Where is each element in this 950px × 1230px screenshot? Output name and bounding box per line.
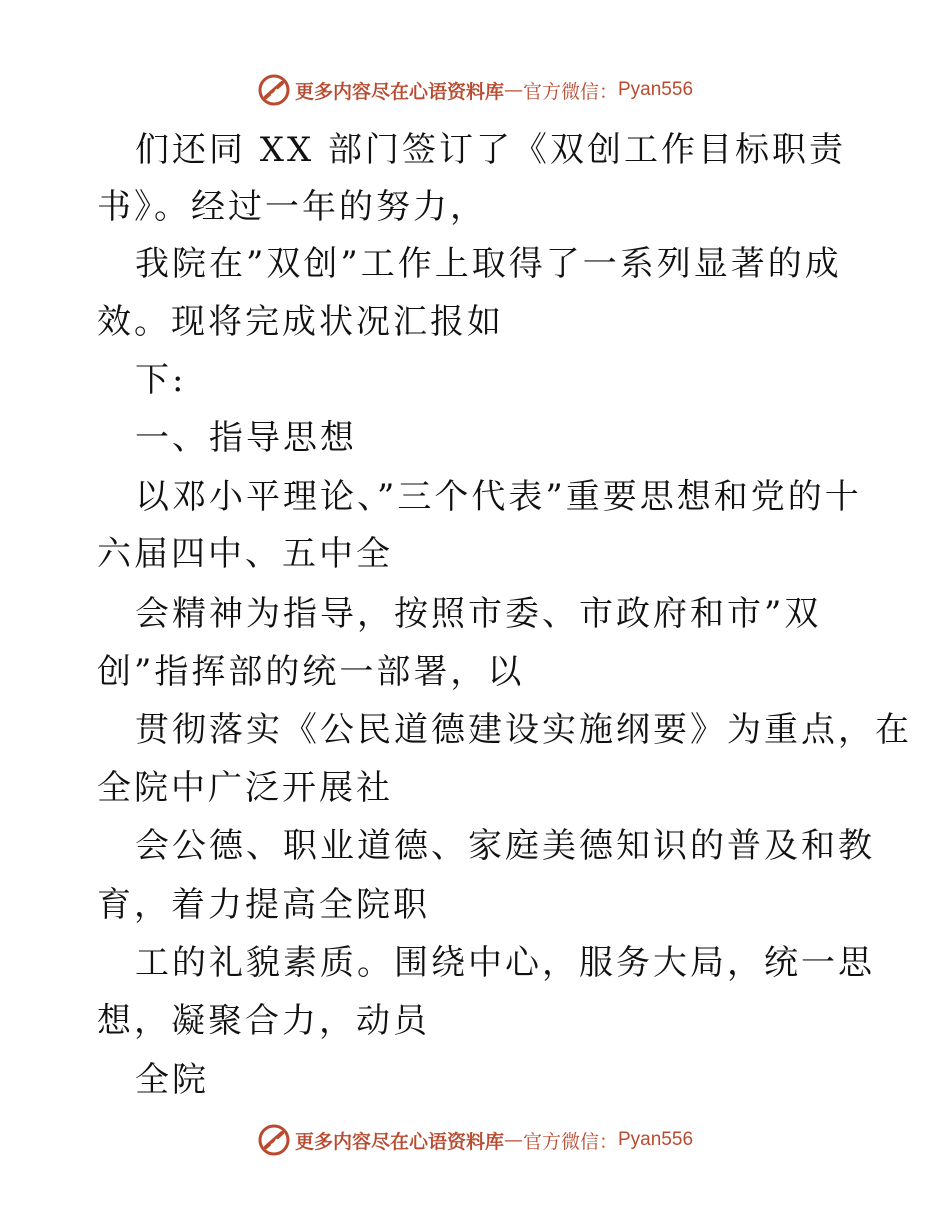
text-line: 们还同 XX 部门签订了《双创工作目标职责 [135,130,847,170]
watermark-dash: — [503,1129,523,1151]
watermark-dash: — [503,79,523,101]
watermark-title: 更多内容尽在心语资料库 [294,80,504,103]
watermark-wechat-label: 官方微信： [522,80,618,103]
brand-logo-icon [257,1123,291,1157]
text-line: 会精神为指导，按照市委、市政府和市”双 [135,594,822,634]
section-heading: 一、指导思想 [135,418,357,458]
footer-watermark [0,1122,950,1158]
text-line: 想，凝聚合力，动员 [97,1001,430,1041]
watermark-title: 更多内容尽在心语资料库 [294,1130,504,1153]
text-line: 会公德、职业道德、家庭美德知识的普及和教 [135,826,875,866]
watermark-wechat-id: Pyan556 [618,79,694,100]
text-line: 全院中广泛开展社 [97,768,393,808]
brand-logo-icon [257,73,291,107]
text-line: 创”指挥部的统一部署，以 [97,652,525,692]
watermark-wechat-id: Pyan556 [618,1129,694,1150]
text-line: 育，着力提高全院职 [97,885,430,925]
watermark-wechat-label: 官方微信： [522,1130,618,1153]
text-line: 贯彻落实《公民道德建设实施纲要》为重点，在 [135,710,912,750]
text-line: 全院 [135,1060,209,1100]
text-line: 六届四中、五中全 [97,534,393,574]
header-watermark [0,72,950,108]
text-line: 下: [135,360,187,400]
text-line: 我院在”双创”工作上取得了一系列显著的成 [135,244,842,284]
text-line: 以邓小平理论、”三个代表”重要思想和党的十 [135,477,862,517]
text-line: 书》。经过一年的努力， [97,187,487,227]
text-line: 工的礼貌素质。围绕中心，服务大局，统一思 [135,943,875,983]
text-line: 效。现将完成状况汇报如 [97,302,504,342]
